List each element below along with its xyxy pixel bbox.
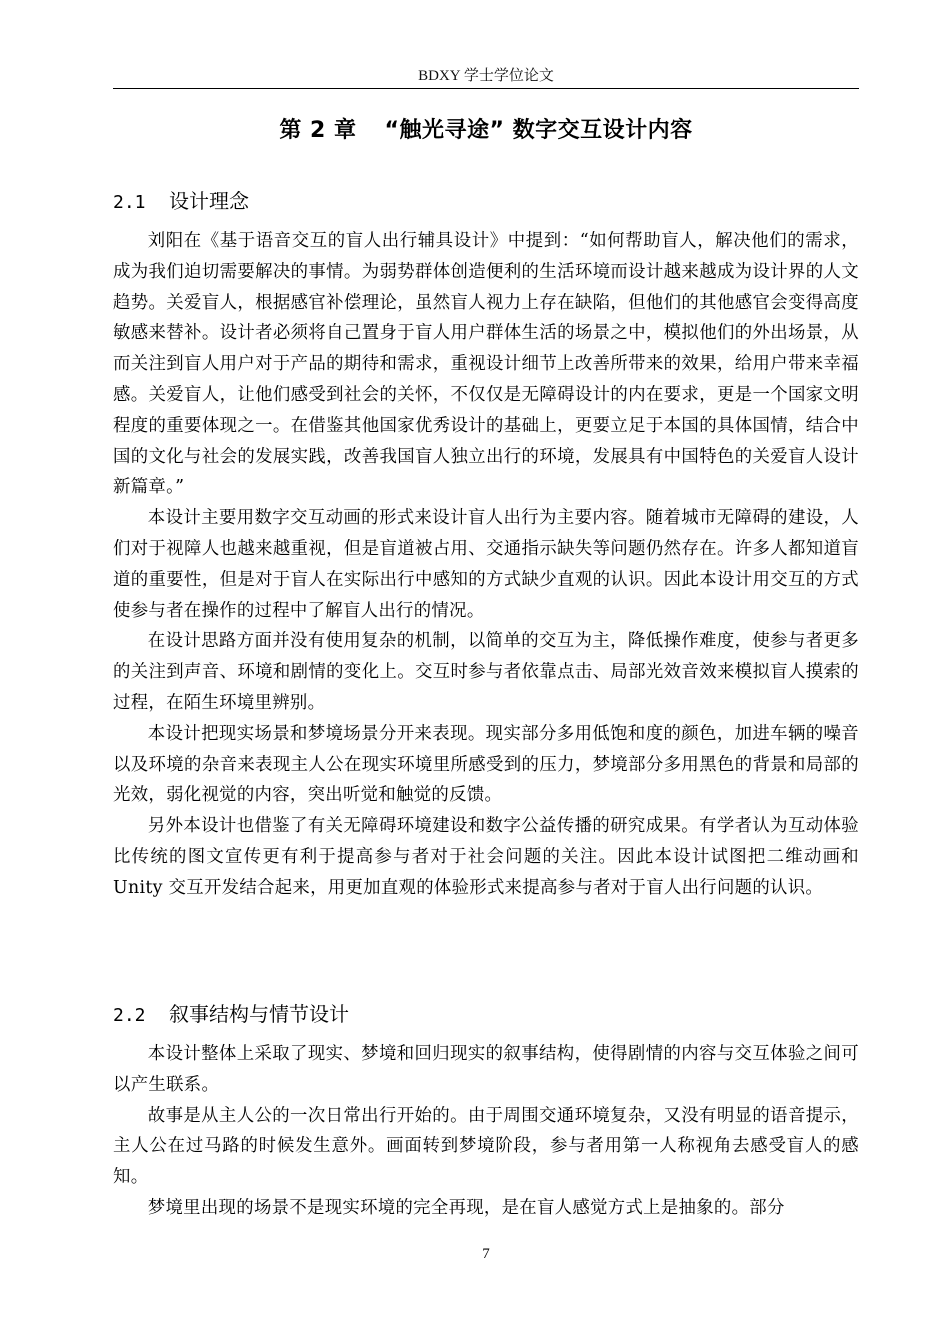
header-rule <box>113 88 859 89</box>
section-heading-2-2 <box>113 1000 859 1030</box>
paragraph: 故事是从主人公的一次日常出行开始的。由于周围交通环境复杂，又没有明显的语音提示，主人公在过马路的时候发生意外。画面转到梦境阶段，参与者用第一人称视角去感受盲人的感知。 <box>113 1105 859 1188</box>
section-title: 叙事结构与情节设计 <box>169 1002 349 1026</box>
section-heading-2-1 <box>113 187 859 217</box>
running-header: BDXY 学士学位论文 <box>418 68 554 84</box>
section-title: 设计理念 <box>169 189 249 213</box>
paragraph: 本设计把现实场景和梦境场景分开来表现。现实部分多用低饱和度的颜色，加进车辆的噪音以及环境的杂音来表现主人公在现实环境里所感受到的压力，梦境部分多用黑色的背景和局部的光效，弱化视觉的内容，突出听觉和触觉的反馈。 <box>113 723 859 806</box>
paragraph: 本设计主要用数字交互动画的形式来设计盲人出行为主要内容。随着城市无障碍的建设，人们对于视障人也越来越重视，但是盲道被占用、交通指示缺失等问题仍然存在。许多人都知道盲道的重要性，但是对于盲人在实际出行中感知的方式缺少直观的认识。因此本设计用交互的方式使参与者在操作的过程中了解盲人出行的情况。 <box>113 508 859 621</box>
paragraph: 刘阳在《基于语音交互的盲人出行辅具设计》中提到：“如何帮助盲人，解决他们的需求，成为我们迫切需要解决的事情。为弱势群体创造便利的生活环境而设计越来越成为设计界的人文趋势。关爱盲人，根据感官补偿理论，虽然盲人视力上存在缺陷，但他们的其他感官会变得高度敏感来替补。设计者必须将自己置身于盲人用户群体生活的场景之中，模拟他们的外出场景，从而关注到盲人用户对于产品的期待和需求，重视设计细节上改善所带来的效果，给用户带来幸福感。关爱盲人，让他们感受到社会的关怀，不仅仅是无障碍设计的内在要求，更是一个国家文明程度的重要体现之一。在借鉴其他国家优秀设计的基础上，更要立足于本国的具体国情，结合中国的文化与社会的发展实践，改善我国盲人独立出行的环境，发展具有中国特色的关爱盲人设计新篇章。” <box>113 231 859 498</box>
chapter-title <box>113 115 859 147</box>
paragraph: 本设计整体上采取了现实、梦境和回归现实的叙事结构，使得剧情的内容与交互体验之间可以产生联系。 <box>113 1044 859 1095</box>
paragraph: 另外本设计也借鉴了有关无障碍环境建设和数字公益传播的研究成果。有学者认为互动体验比传统的图文宣传更有利于提高参与者对于社会问题的关注。因此本设计试图把二维动画和 Unity 交互开发结合起来，用更加直观的体验形式来提高参与者对于盲人出行问题的认识。 <box>113 816 859 898</box>
page-number: 7 <box>482 1246 490 1262</box>
section-number: 2.1 <box>113 192 146 213</box>
paragraph: 梦境里出现的场景不是现实环境的完全再现，是在盲人感觉方式上是抽象的。部分 <box>147 1197 785 1218</box>
section-body-2-2 <box>113 1039 859 1224</box>
paragraph: 在设计思路方面并没有使用复杂的机制，以简单的交互为主，降低操作难度，使参与者更多的关注到声音、环境和剧情的变化上。交互时参与者依靠点击、局部光效音效来模拟盲人摸索的过程，在陌生环境里辨别。 <box>113 631 859 713</box>
section-body-2-1 <box>113 226 859 904</box>
section-number: 2.2 <box>113 1005 146 1026</box>
chapter-number: 第 2 章 <box>279 118 357 143</box>
chapter-title-text: “触光寻途” 数字交互设计内容 <box>384 118 693 143</box>
